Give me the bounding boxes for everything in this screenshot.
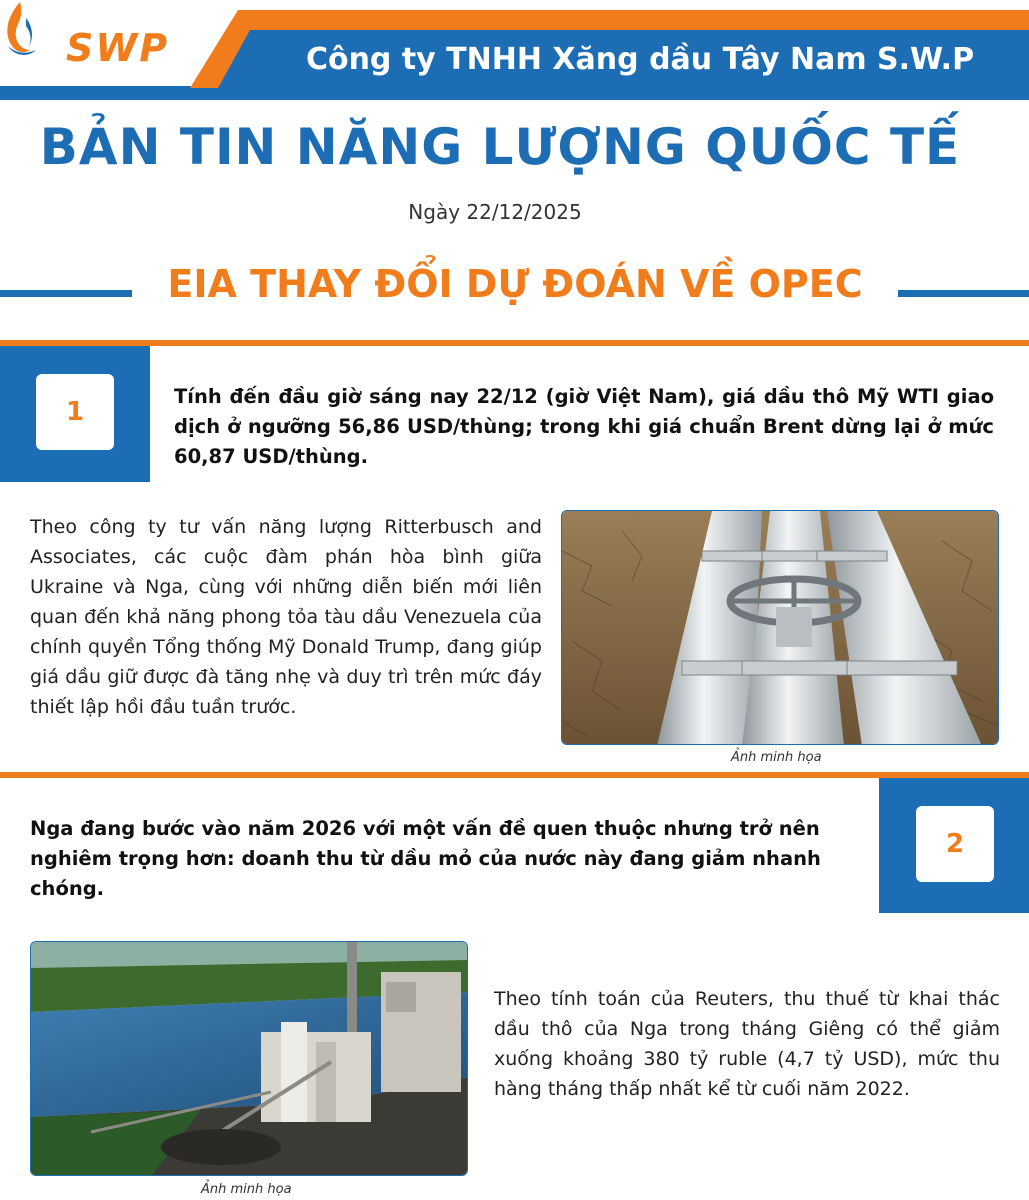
refinery-photo	[30, 941, 468, 1176]
pipeline-illustration	[562, 511, 999, 745]
subtitle-divider-right	[898, 290, 1029, 297]
section-2-number-block	[879, 778, 1029, 913]
section-2-divider	[0, 772, 1029, 778]
company-name: Công ty TNHH Xăng dầu Tây Nam S.W.P	[305, 42, 975, 77]
page-title: BẢN TIN NĂNG LƯỢNG QUỐC TẾ	[39, 118, 961, 176]
refinery-illustration	[31, 942, 468, 1176]
pipeline-photo	[561, 510, 999, 745]
flame-logo-icon	[0, 0, 40, 58]
header-banner	[0, 0, 1029, 100]
publish-date: Ngày 22/12/2025	[408, 200, 582, 224]
article-subtitle: EIA THAY ĐỔI DỰ ĐOÁN VỀ OPEC	[167, 262, 863, 306]
section-1-headline: Tính đến đầu giờ sáng nay 22/12 (giờ Việt Nam), giá dầu thô Mỹ WTI giao dịch ở ngưỡng 56,86 USD/thùng; trong khi giá chuẩn Brent dừng lại ở mức 60,87 USD/thùng.	[174, 385, 994, 468]
photo-1-caption: Ảnh minh họa	[731, 750, 822, 765]
section-1-divider	[0, 340, 1029, 346]
section-2-number: 2	[916, 806, 994, 882]
section-1-number-block	[0, 346, 150, 482]
section-2-body: Theo tính toán của Reuters, thu thuế từ khai thác dầu thô của Nga trong tháng Giêng có thể giảm xuống khoảng 380 tỷ ruble (4,7 tỷ USD), mức thu hàng tháng thấp nhất kể từ cuối năm 2022.	[494, 988, 1000, 1100]
section-1-body: Theo công ty tư vấn năng lượng Ritterbusch and Associates, các cuộc đàm phán hòa bình giữa Ukraine và Nga, cùng với những diễn biến mới liên quan đến khả năng phong tỏa tàu dầu Venezuela của chính quyền Tổng thống Mỹ Donald Trump, đang giúp giá dầu giữ được đà tăng nhẹ và duy trì trên mức đáy thiết lập hồi đầu tuần trước.	[30, 516, 542, 718]
photo-2-caption: Ảnh minh họa	[201, 1182, 292, 1197]
subtitle-divider-left	[0, 290, 132, 297]
section-1-number: 1	[36, 374, 114, 450]
logo-text: SWP	[66, 26, 170, 70]
section-2-headline: Nga đang bước vào năm 2026 với một vấn đề quen thuộc nhưng trở nên nghiêm trọng hơn: doanh thu từ dầu mỏ của nước này đang giảm nhanh chóng.	[30, 817, 821, 900]
